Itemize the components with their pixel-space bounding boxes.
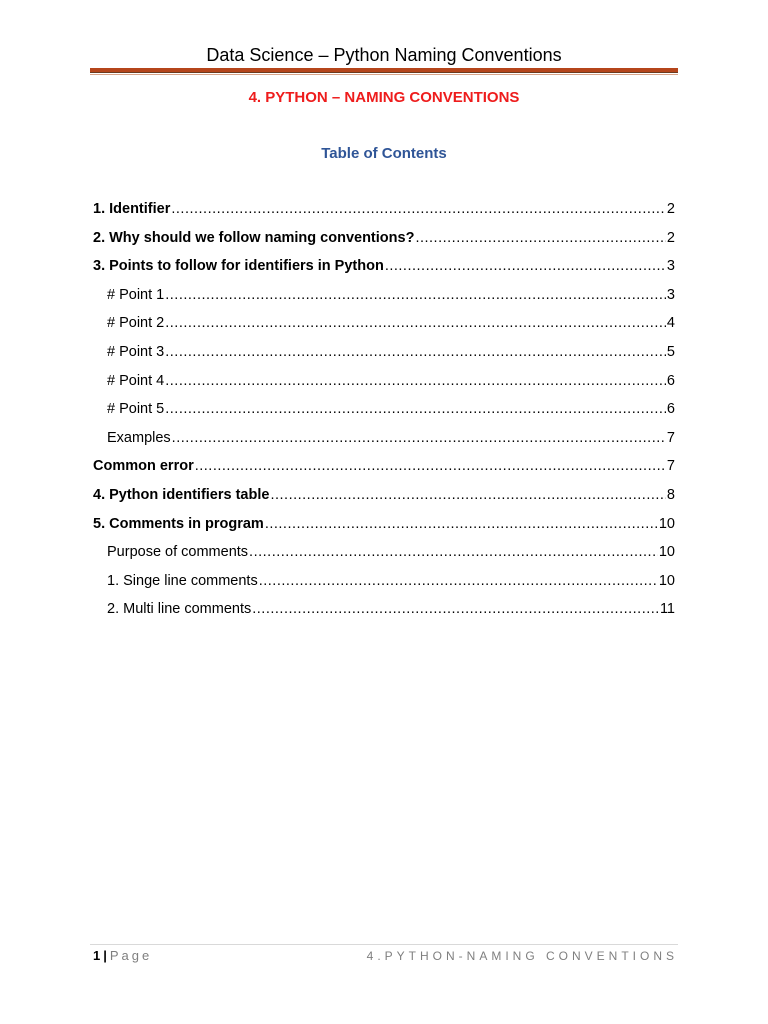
toc-entry-examples[interactable]	[93, 427, 675, 456]
toc-leader-dots	[165, 370, 666, 392]
toc-entry-page: 3	[666, 286, 675, 303]
toc-entry-page: 8	[666, 486, 675, 503]
toc-leader-dots	[265, 513, 658, 535]
toc-entry-purpose-of-comments[interactable]	[93, 541, 675, 570]
toc-entry-text: # Point 2	[107, 315, 165, 332]
toc-entry-point-4[interactable]	[93, 370, 675, 399]
toc-entry-page: 4	[666, 315, 675, 332]
toc-leader-dots	[259, 570, 658, 592]
toc-leader-dots	[195, 455, 666, 477]
toc-leader-dots	[165, 398, 666, 420]
page-header-title: Data Science – Python Naming Conventions	[206, 45, 562, 65]
footer-page-label: Page	[109, 948, 153, 963]
toc-entry-multi-line-comments[interactable]	[93, 598, 675, 627]
toc-entry-text: 1. Singe line comments	[107, 572, 258, 589]
toc-entry-text: Examples	[107, 429, 171, 446]
toc-entry-page: 7	[666, 458, 675, 475]
toc-entry-page: 10	[658, 515, 675, 532]
header-rule	[90, 68, 678, 73]
toc-entry-page: 11	[659, 601, 675, 618]
toc-entry-point-2[interactable]	[93, 312, 675, 341]
header-rule-accent	[90, 74, 678, 75]
toc-entry-point-3[interactable]	[93, 341, 675, 370]
toc-entry-text: Common error	[93, 458, 194, 475]
toc-entry-page: 10	[658, 572, 675, 589]
toc-entry-point-1[interactable]	[93, 284, 675, 313]
toc-leader-dots	[252, 598, 659, 620]
toc-entry-page: 3	[666, 258, 675, 275]
toc-entry-page: 2	[666, 201, 675, 217]
toc-entry-text: 3. Points to follow for identifiers in Python	[93, 258, 384, 275]
toc-leader-dots	[385, 255, 666, 277]
toc-entry-page: 2	[666, 229, 675, 246]
toc-entry-point-5[interactable]	[93, 398, 675, 427]
toc-leader-dots	[171, 198, 666, 220]
toc-entry-page: 6	[666, 401, 675, 418]
toc-entry-text: 2. Why should we follow naming conventions?	[93, 229, 415, 246]
toc-entry-comments-in-program[interactable]	[93, 513, 675, 542]
toc-entry-text: # Point 5	[107, 401, 165, 418]
toc-entry-text: 1. Identifier	[93, 201, 171, 217]
toc-entry-identifier[interactable]	[93, 198, 675, 227]
table-of-contents	[93, 198, 675, 627]
toc-heading: Table of Contents	[321, 145, 447, 162]
toc-entry-common-error[interactable]	[93, 455, 675, 484]
toc-entry-identifiers-table[interactable]	[93, 484, 675, 513]
toc-leader-dots	[270, 484, 665, 506]
footer-rule	[90, 944, 678, 945]
toc-leader-dots	[165, 284, 666, 306]
toc-entry-text: # Point 3	[107, 343, 165, 360]
toc-entry-text: 4. Python identifiers table	[93, 486, 270, 503]
toc-entry-points-to-follow[interactable]	[93, 255, 675, 284]
toc-entry-text: # Point 1	[107, 286, 165, 303]
toc-leader-dots	[165, 312, 666, 334]
toc-entry-page: 6	[666, 372, 675, 389]
toc-entry-single-line-comments[interactable]	[93, 570, 675, 599]
toc-entry-why-naming-conventions[interactable]	[93, 227, 675, 256]
toc-entry-page: 5	[666, 343, 675, 360]
toc-entry-text: # Point 4	[107, 372, 165, 389]
toc-entry-text: 2. Multi line comments	[107, 601, 252, 618]
footer-running-title: 4.PYTHON-NAMING CONVENTIONS	[366, 949, 678, 963]
toc-entry-text: Purpose of comments	[107, 544, 249, 561]
toc-leader-dots	[249, 541, 658, 563]
toc-leader-dots	[165, 341, 666, 363]
toc-leader-dots	[172, 427, 666, 449]
footer-page-number	[93, 947, 152, 965]
chapter-title: 4. PYTHON – NAMING CONVENTIONS	[248, 89, 520, 106]
toc-entry-page: 10	[658, 544, 675, 561]
toc-entry-text: 5. Comments in program	[93, 515, 264, 532]
footer-page-num: 1	[93, 948, 101, 963]
toc-entry-page: 7	[666, 429, 675, 446]
toc-leader-dots	[415, 227, 665, 249]
footer-separator: |	[103, 948, 107, 963]
